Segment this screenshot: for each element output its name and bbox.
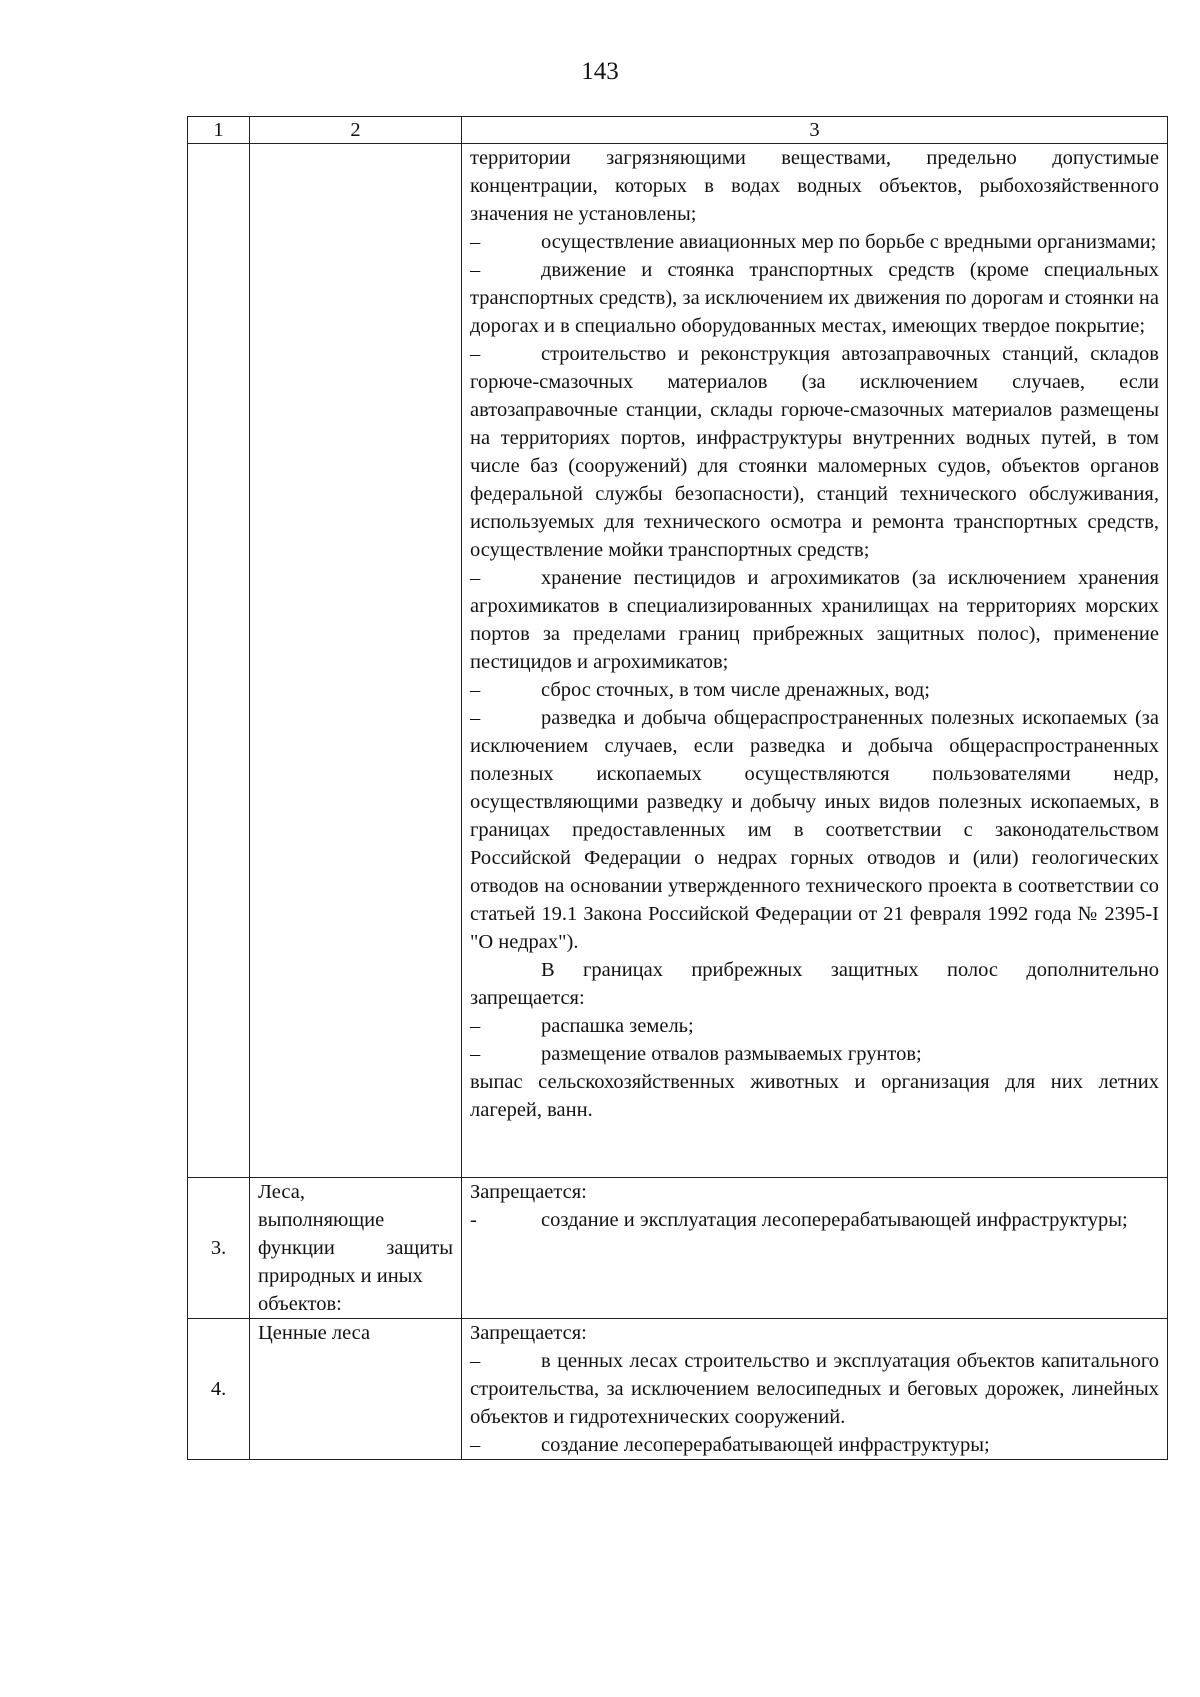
row-content-cell (462, 1178, 1168, 1319)
list-item-text: создание лесоперерабатывающей инфраструктуры; (541, 1434, 990, 1456)
dash-marker: – (470, 1043, 481, 1065)
list-item (470, 1012, 1159, 1040)
paragraph (470, 956, 1159, 1012)
page-number: 143 (581, 58, 619, 85)
dash-marker: – (470, 343, 481, 365)
table-header-row (188, 117, 1168, 144)
row-number-cell (188, 144, 250, 1178)
row-label-line: Леса, (258, 1181, 305, 1203)
row-content-cell (462, 144, 1168, 1178)
header-col-3: 3 (462, 117, 1168, 144)
table-row-4 (188, 1319, 1168, 1460)
dash-marker: – (470, 707, 481, 729)
dash-marker: – (470, 1350, 481, 1372)
list-item-text: хранение пестицидов и агрохимикатов (за исключением хранения агрохимикатов в специализированных хранилищах на территориях морских портов за пределами границ прибрежных защитных полос), применение пестицидов и агрохимикатов; (470, 567, 1159, 673)
dash-marker: – (470, 231, 481, 253)
row-number: 3. (188, 1178, 250, 1319)
table-row-continued (188, 144, 1168, 1178)
dash-marker: – (470, 259, 481, 281)
list-item (470, 1040, 1159, 1068)
row-intro: Запрещается: (470, 1181, 587, 1203)
list-item (470, 228, 1159, 256)
list-item (470, 1347, 1159, 1431)
list-item (470, 256, 1159, 340)
list-item (470, 340, 1159, 564)
dash-marker: – (470, 679, 481, 701)
row-label-cell (250, 1178, 462, 1319)
row-label-line: объектов: (258, 1293, 342, 1315)
list-item-text: сброс сточных, в том числе дренажных, вод; (541, 679, 930, 701)
paragraph-text: В границах прибрежных защитных полос дополнительно запрещается: (470, 959, 1159, 1009)
list-item (470, 704, 1159, 956)
row-label: Ценные леса (258, 1322, 371, 1344)
dash-marker: – (470, 1434, 481, 1456)
list-item (470, 1431, 1159, 1459)
row-label-cell (250, 144, 462, 1178)
list-item-text: разведка и добыча общераспространенных полезных ископаемых (за исключением случаев, если разведка и добыча общераспространенных полезных ископаемых осуществляются пользователями недр, осуществляющими разведку и добычу иных видов полезных ископаемых, в границах предоставленных им в соответствии с законодательством Российской Федерации о недрах горных отводов и (или) геологических отводов на основании утвержденного технического проекта в соответствии со статьей 19.1 Закона Российской Федерации от 21 февраля 1992 года № 2395-I "О недрах"). (470, 707, 1159, 953)
list-item-text: строительство и реконструкция автозаправочных станций, складов горюче-смазочных материалов (за исключением случаев, если автозаправочные станции, склады горюче-смазочных материалов размещены на территориях портов, инфраструктуры внутренних водных путей, в том числе баз (сооружений) для стоянки маломерных судов, объектов органов федеральной службы безопасности), станций технического обслуживания, используемых для технического осмотра и ремонта транспортных средств, осуществление мойки транспортных средств; (470, 343, 1159, 561)
row-intro: Запрещается: (470, 1322, 587, 1344)
list-item-text: осуществление авиационных мер по борьбе с вредными организмами; (541, 231, 1157, 253)
row-label-line: природных и иных (258, 1265, 423, 1287)
table-row-3 (188, 1178, 1168, 1319)
header-col-2: 2 (250, 117, 462, 144)
list-item (470, 564, 1159, 676)
paragraph: территории загрязняющими веществами, предельно допустимые концентрации, которых в водах водных объектов, рыбохозяйственного значения не установлены; (470, 147, 1159, 225)
list-item-text: распашка земель; (541, 1015, 694, 1037)
paragraph: выпас сельскохозяйственных животных и организация для них летних лагерей, ванн. (470, 1071, 1159, 1121)
restrictions-table (187, 116, 1168, 1460)
dash-marker: – (470, 1015, 481, 1037)
row-label-cell (250, 1319, 462, 1460)
dash-marker: - (470, 1209, 477, 1231)
list-item-text: создание и эксплуатация лесоперерабатывающей инфраструктуры; (541, 1209, 1128, 1231)
header-col-1: 1 (188, 117, 250, 144)
list-item-text: движение и стоянка транспортных средств (кроме специальных транспортных средств), за исключением их движения по дорогам и стоянки на дорогах и в специально оборудованных местах, имеющих твердое покрытие; (470, 259, 1159, 337)
dash-marker: – (470, 567, 481, 589)
list-item (470, 1206, 1159, 1234)
list-item-text: размещение отвалов размываемых грунтов; (541, 1043, 922, 1065)
list-item-text: в ценных лесах строительство и эксплуатация объектов капитального строительства, за исключением велосипедных и беговых дорожек, линейных объектов и гидротехнических сооружений. (470, 1350, 1159, 1428)
row-content-cell (462, 1319, 1168, 1460)
row-number: 4. (188, 1319, 250, 1460)
row-label-line: функции защиты (258, 1237, 453, 1259)
row-label-line: выполняющие (258, 1209, 385, 1231)
list-item (470, 676, 1159, 704)
